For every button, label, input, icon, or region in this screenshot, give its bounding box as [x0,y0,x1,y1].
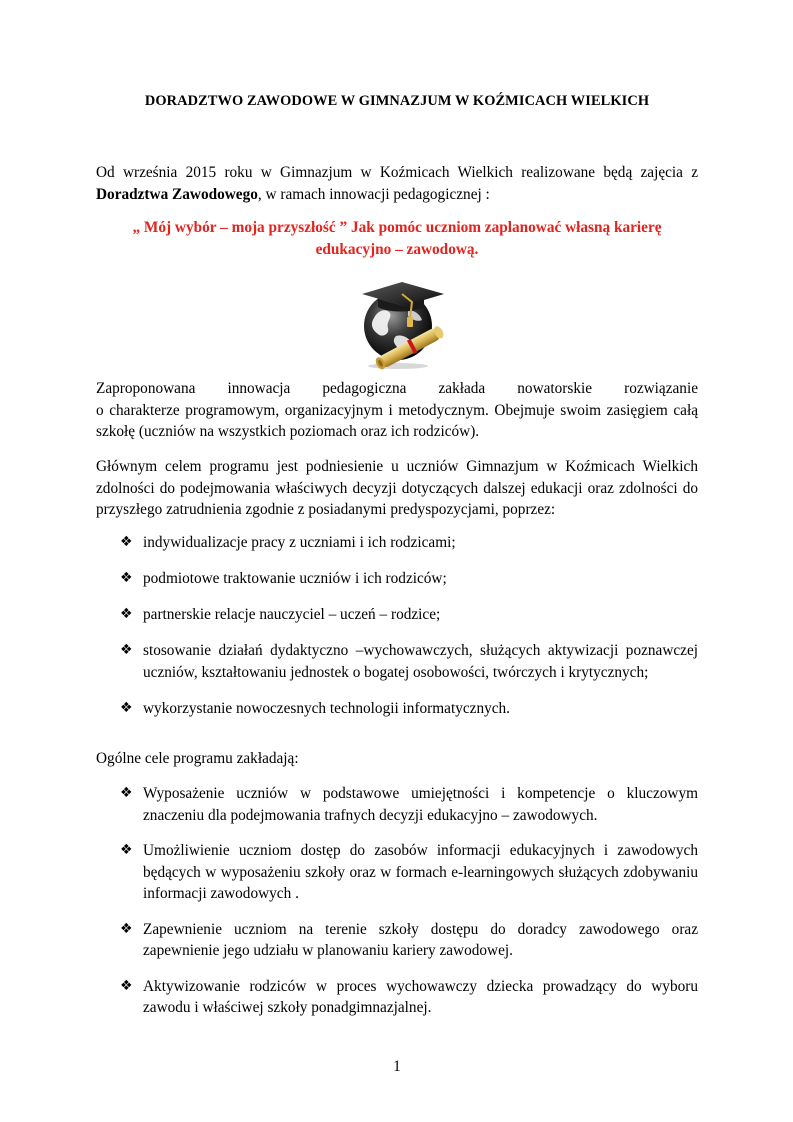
diamond-bullet-icon: ❖ [120,842,133,858]
methods-list [96,532,698,734]
list-item [96,783,698,826]
paragraph-innovation [96,378,698,443]
innovation-title-quote [96,217,698,261]
list-item-text: partnerskie relacje nauczyciel – uczeń – rodzice; [143,606,441,623]
paragraph-rest: o charakterze programowym, organizacyjnym i metodycznym. Obejmuje swoim zasięgiem całą szkołę (uczniów na wszystkich poziomach oraz ich rodziców). [96,401,698,440]
quote-line-2: edukacyjno – zawodową. [315,241,479,258]
list-item [96,976,698,1019]
list-item-text: wykorzystanie nowoczesnych technologii informatycznych. [143,699,511,717]
general-goals-list [96,783,698,1033]
list-item-text: stosowanie działań dydaktyczno –wychowawczych, służących aktywizacji poznawczej uczniów, kształtowaniu jednostek o bogatej osobowości, twórczych i krytycznych; [143,642,698,681]
diamond-bullet-icon: ❖ [120,534,133,550]
intro-line-2 [96,184,698,206]
list-item [96,698,698,720]
list-item-text: podmiotowe traktowanie uczniów i ich rodziców; [143,570,447,587]
list-item [96,840,698,905]
diamond-bullet-icon: ❖ [120,977,133,994]
list-item [96,919,698,962]
diamond-bullet-icon: ❖ [120,570,133,586]
intro-bold-term: Doradztwa Zawodowego [96,185,258,203]
intro-paragraph [96,162,698,205]
document-title: DORADZTWO ZAWODOWE W GIMNAZJUM W KOŹMICACH WIELKICH [144,93,650,109]
list-item [96,640,698,683]
list-item-text: Umożliwienie uczniom dostęp do zasobów informacji edukacyjnych i zawodowych będących w wyposażeniu szkoły oraz w formach e-learningowych służących zdobywaniu informacji zawodowych . [143,842,698,902]
paragraph-line: Zaproponowana innowacja pedagogiczna zakłada nowatorskie rozwiązanie [96,380,698,397]
diamond-bullet-icon: ❖ [120,699,133,716]
graduation-cap-globe-diploma-icon [352,280,448,370]
list-item [96,568,698,590]
list-item-text: Aktywizowanie rodziców w proces wychowawczy dziecka prowadzący do wyboru zawodu i właściwej szkoły ponadgimnazjalnej. [143,977,698,1016]
diamond-bullet-icon: ❖ [120,920,133,937]
list-item [96,604,698,626]
quote-line-1: „ Mój wybór – moja przyszłość ” Jak pomóc uczniom zaplanować własną karierę [132,219,662,236]
diamond-bullet-icon: ❖ [120,606,133,622]
paragraph-main-goal: Głównym celem programu jest podniesienie u uczniów Gimnazjum w Koźmicach Wielkich zdolności do podejmowania właściwych decyzji dotyczących dalszej edukacji oraz zdolności do przyszłego zatrudnienia zgodnie z posiadanymi predyspozycjami, poprzez: [96,458,698,518]
page-number: 1 [393,1058,401,1075]
list-item-text: Wyposażenie uczniów w podstawowe umiejętności i kompetencje o kluczowym znaczeniu dla podejmowania trafnych decyzji edukacyjno – zawodowych. [143,785,698,824]
diamond-bullet-icon: ❖ [120,642,133,658]
list-item [96,532,698,554]
intro-rest: , w ramach innowacji pedagogicznej : [257,185,490,203]
general-goals-heading: Ogólne cele programu zakładają: [96,750,299,767]
intro-line: Od września 2015 roku w Gimnazjum w Koźmicach Wielkich realizowane będą zajęcia z [96,164,698,181]
list-item-text: indywidualizacje pracy z uczniami i ich rodzicami; [143,534,456,551]
list-item-text: Zapewnienie uczniom na terenie szkoły dostępu do doradcy zawodowego oraz zapewnienie jego udziału w planowaniu kariery zawodowej. [143,920,698,959]
diamond-bullet-icon: ❖ [120,785,133,801]
